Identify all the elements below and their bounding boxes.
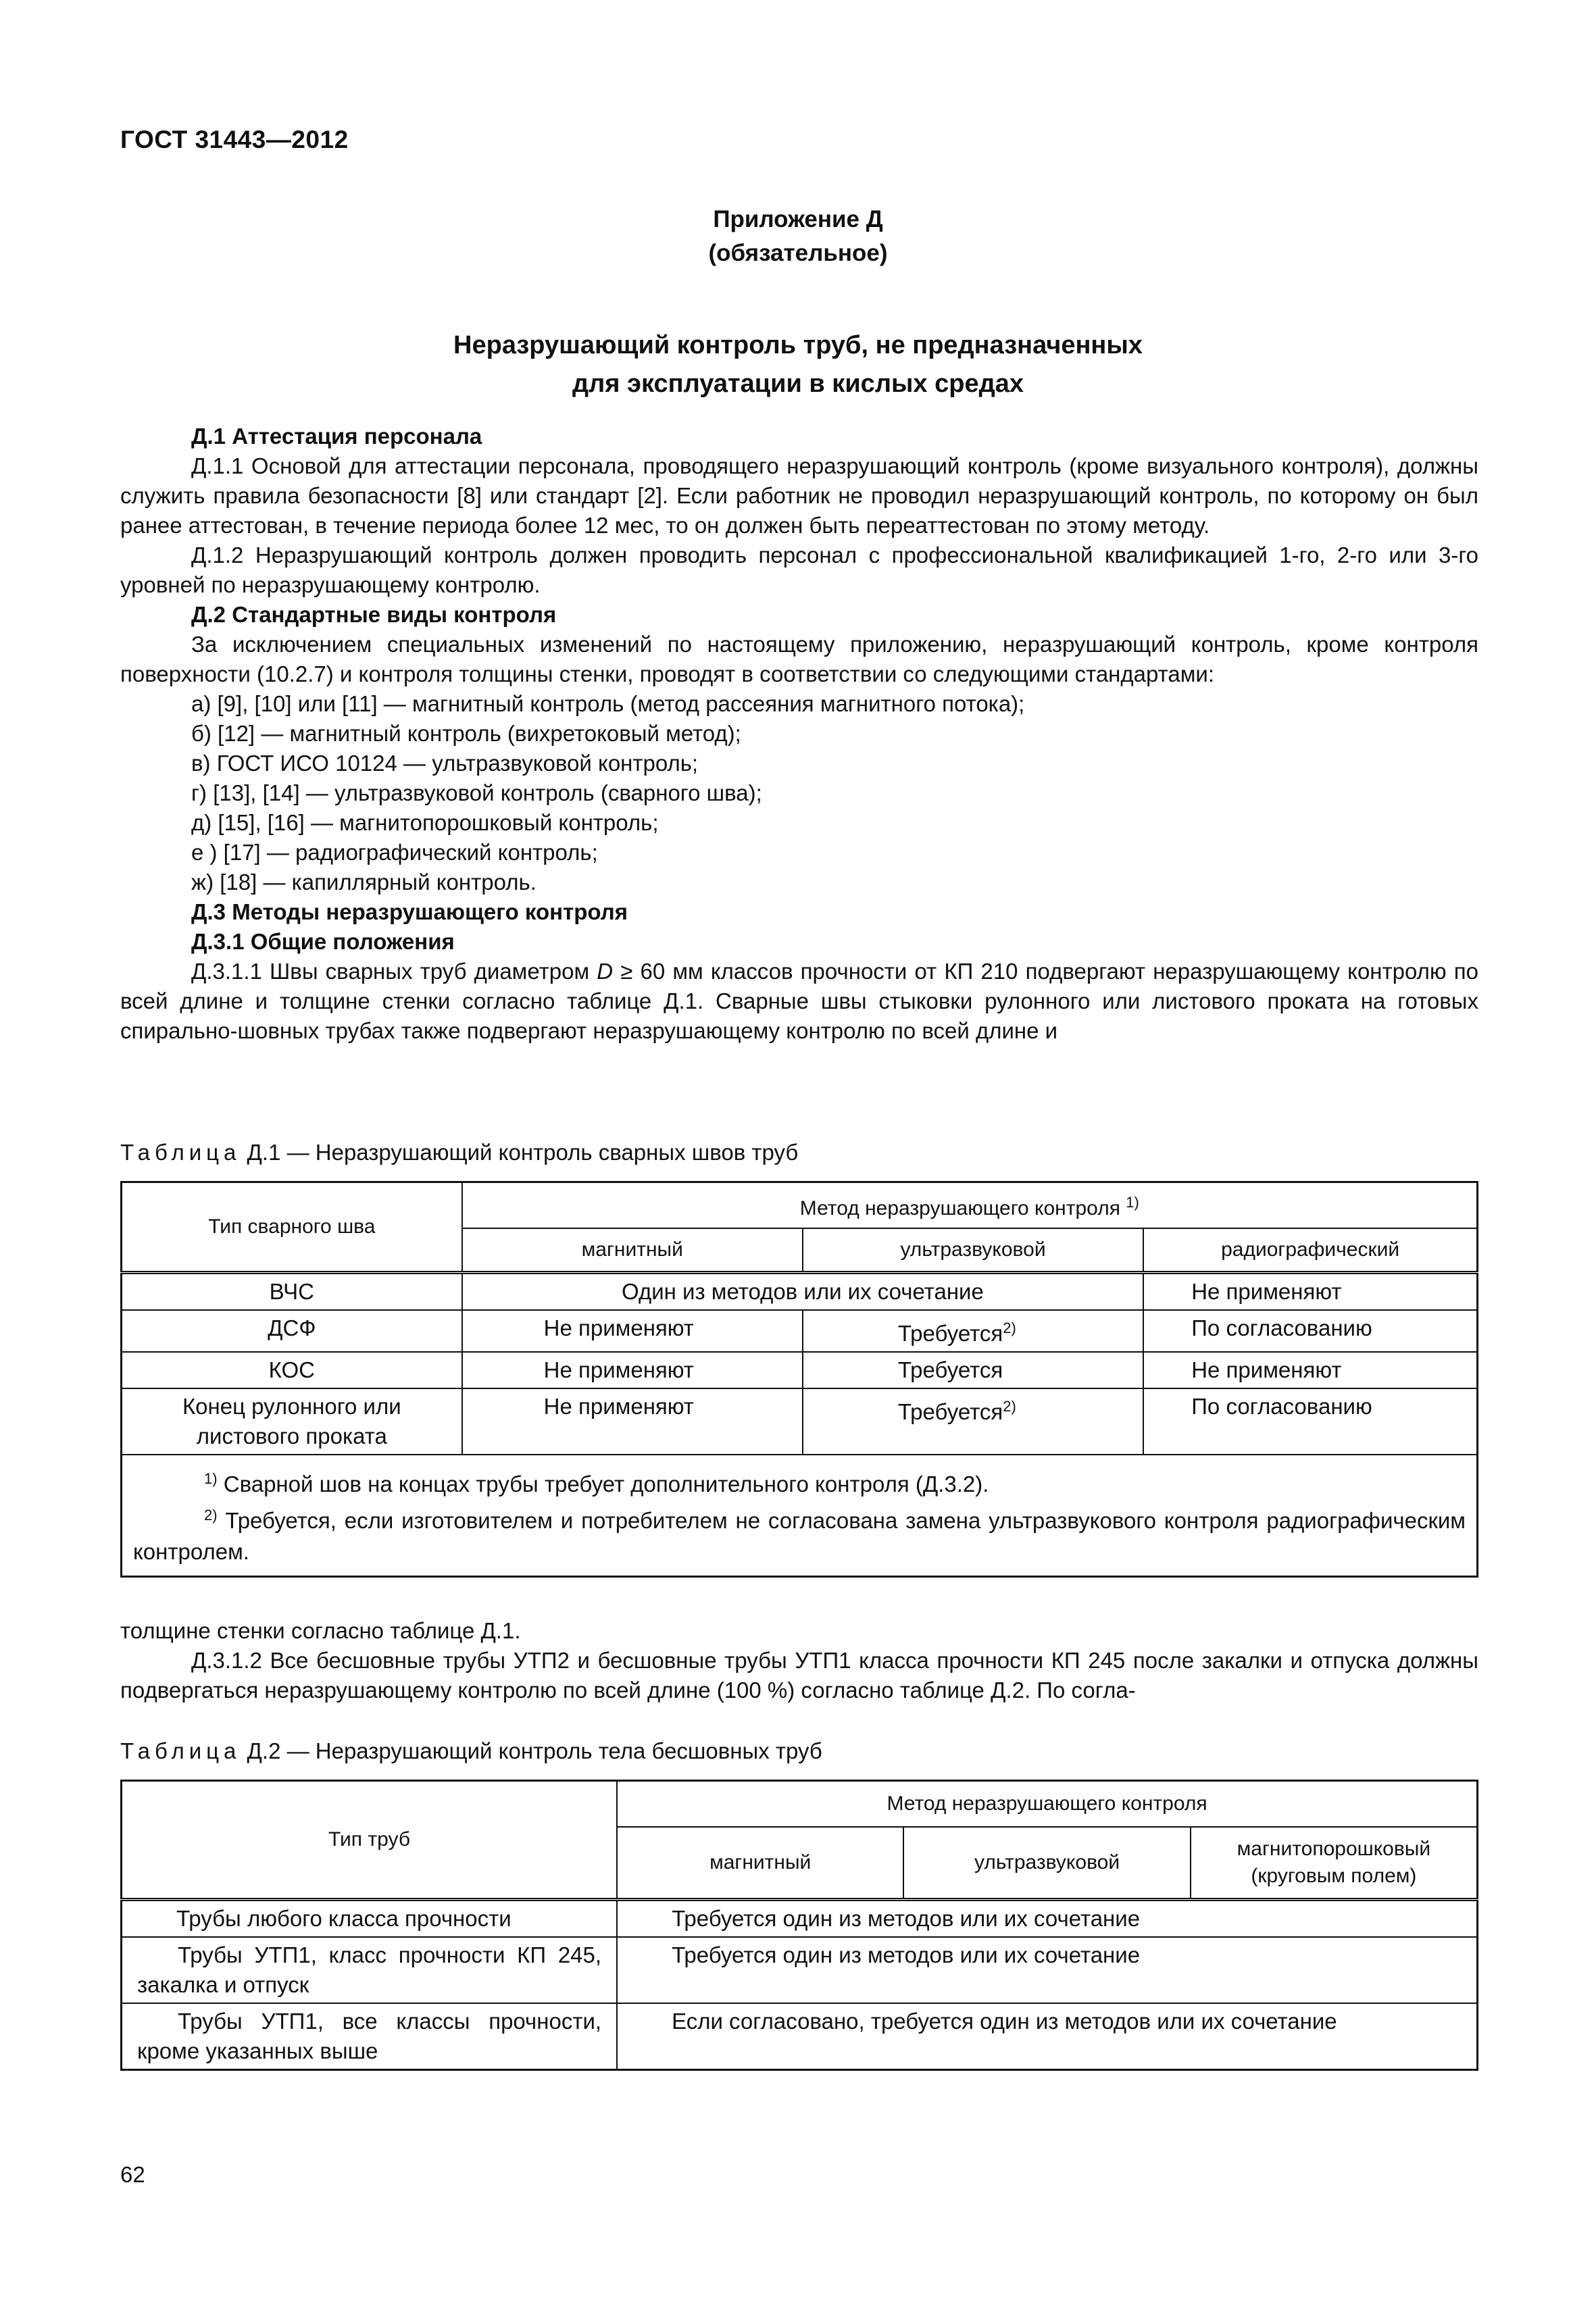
section-d2-heading: Д.2 Стандартные виды контроля — [191, 602, 557, 627]
para-d12: Д.1.2 Неразрушающий контроль должен проводить персонал с профессиональной квалификацией 1-го, 2-го или 3-го уровней по неразрушающему контролю. — [120, 543, 1478, 597]
t1-note-2 — [133, 1500, 1466, 1567]
table-row — [122, 1352, 1478, 1388]
diameter-symbol: D — [597, 959, 614, 984]
t1-r4-magnetic: Не применяют — [462, 1388, 803, 1455]
table-row — [122, 1273, 1478, 1311]
t2-r1-value: Требуется один из методов или их сочетание — [617, 1900, 1477, 1938]
t1-note-2-marker: 2) — [204, 1507, 218, 1524]
annex-heading — [0, 203, 1596, 270]
t1-header-magnetic: магнитный — [462, 1228, 803, 1273]
t2-r2-value: Требуется один из методов или их сочетание — [617, 1937, 1477, 2003]
list-item-a: а) [9], [10] или [11] — магнитный контроль (метод рассеяния магнитного потока); — [191, 691, 1025, 716]
t1-r2-type: ДСФ — [122, 1310, 462, 1352]
t2-r3-type — [122, 2003, 618, 2070]
t1-r3-radiographic: Не применяют — [1143, 1352, 1477, 1388]
t2-r3-value: Если согласовано, требуется один из методов или их сочетание — [617, 2003, 1477, 2070]
list-item-zh: ж) [18] — капиллярный контроль. — [191, 870, 537, 895]
list-item-g: г) [13], [14] — ультразвуковой контроль (сварного шва); — [191, 780, 762, 805]
table-row — [122, 1937, 1478, 2003]
main-text — [120, 422, 1478, 1046]
table-d1 — [120, 1181, 1478, 1578]
t1-r2-footnote: 2) — [1003, 1319, 1016, 1336]
annex-title-line1: Неразрушающий контроль труб, не предназначенных — [453, 331, 1143, 359]
t1-note-1 — [133, 1463, 1466, 1500]
t2-header-magnetic: магнитный — [617, 1827, 903, 1900]
table-row — [122, 1388, 1478, 1455]
t1-r4-type: Конец рулонного или листового проката — [122, 1388, 462, 1455]
t1-r2-ultrasonic — [803, 1310, 1143, 1352]
annex-name: Приложение Д — [713, 206, 883, 232]
section-d1-heading: Д.1 Аттестация персонала — [191, 424, 482, 449]
t1-note-1-marker: 1) — [204, 1470, 218, 1487]
t1-note-2-text: Требуется, если изготовителем и потребителем не согласована замена ультразвукового контроля радиографическим контролем. — [133, 1508, 1466, 1564]
t1-header-method — [462, 1182, 1478, 1229]
t2-header-magnetic-particle: магнитопорошковый (круговым полем) — [1191, 1827, 1478, 1900]
t2-r1-type: Трубы любого класса прочности — [122, 1900, 618, 1938]
annex-title — [0, 326, 1596, 403]
t1-r3-magnetic: Не применяют — [462, 1352, 803, 1388]
t1-r4-ultrasonic — [803, 1388, 1143, 1455]
table-d2 — [120, 1780, 1478, 2071]
para-d311 — [120, 957, 1478, 1046]
para-d311-start: Д.3.1.1 Швы сварных труб диаметром — [191, 959, 597, 984]
t1-r1-radiographic: Не применяют — [1143, 1273, 1477, 1311]
para-d11: Д.1.1 Основой для аттестации персонала, проводящего неразрушающий контроль (кроме визуального контроля), должны служить правила безопасности [8] или стандарт [2]. Если работник не проводил неразрушающий контроль, по которому он был ранее аттестован, в течение периода более 12 мес, то он должен быть переаттестован по этому методу. — [120, 453, 1478, 538]
table2-caption-word: Таблица — [120, 1738, 241, 1763]
page-number: 62 — [120, 2162, 145, 2187]
list-item-d: д) [15], [16] — магнитопорошковый контроль; — [191, 810, 659, 835]
table1-caption-text: Д.1 — Неразрушающий контроль сварных швов труб — [241, 1140, 799, 1165]
main-text-continued — [120, 1616, 1478, 1705]
annex-status: (обязательное) — [708, 240, 888, 266]
t2-r3-type-text: Трубы УТП1, все классы прочности, кроме указанных выше — [137, 2009, 602, 2063]
list-item-e: е ) [17] — радиографический контроль; — [191, 840, 598, 865]
para-d311-rest: ≥ 60 мм классов прочности от КП 210 подвергают неразрушающему контролю по всей длине и толщине стенки согласно таблице Д.1. Сварные швы стыковки рулонного или листового проката на готовых спирально-шовных трубах также подвергают неразрушающему контролю по всей длине и — [120, 959, 1478, 1043]
t2-header-ultrasonic: ультразвуковой — [903, 1827, 1190, 1900]
section-d31-heading: Д.3.1 Общие положения — [191, 929, 455, 954]
t1-footnotes — [122, 1455, 1478, 1577]
table-row — [122, 2003, 1478, 2070]
t1-r4-footnote: 2) — [1003, 1398, 1016, 1415]
t1-header-method-footnote: 1) — [1126, 1193, 1139, 1211]
t1-r3-type: КОС — [122, 1352, 462, 1388]
list-item-v: в) ГОСТ ИСО 10124 — ультразвуковой контроль; — [191, 751, 699, 776]
standard-code: ГОСТ 31443—2012 — [120, 126, 349, 153]
section-d3-heading: Д.3 Методы неразрушающего контроля — [191, 899, 628, 924]
annex-title-line2: для эксплуатации в кислых средах — [572, 370, 1024, 398]
para-continuation: толщине стенки согласно таблице Д.1. — [120, 1618, 521, 1643]
list-item-b: б) [12] — магнитный контроль (вихретоковый метод); — [191, 721, 741, 746]
t1-r2-magnetic: Не применяют — [462, 1310, 803, 1352]
para-d2: За исключением специальных изменений по настоящему приложению, неразрушающий контроль, кроме контроля поверхности (10.2.7) и контроля толщины стенки, проводят в соответствии со следующими стандартами: — [120, 632, 1478, 686]
t1-note-1-text: Сварной шов на концах трубы требует дополнительного контроля (Д.3.2). — [217, 1472, 989, 1496]
t1-header-ultrasonic: ультразвуковой — [803, 1228, 1143, 1273]
t1-header-radiographic: радиографический — [1143, 1228, 1477, 1273]
t1-r4-radiographic: По согласованию — [1143, 1388, 1477, 1455]
t1-r3-ultrasonic: Требуется — [803, 1352, 1143, 1388]
t1-r4-ultrasonic-text: Требуется — [897, 1399, 1003, 1424]
t1-r2-ultrasonic-text: Требуется — [897, 1321, 1003, 1346]
table1-caption-word: Таблица — [120, 1140, 241, 1165]
table-row — [122, 1310, 1478, 1352]
t1-header-method-label: Метод неразрушающего контроля — [799, 1197, 1120, 1219]
t2-header-method: Метод неразрушающего контроля — [617, 1781, 1477, 1828]
t1-r1-type: ВЧС — [122, 1273, 462, 1311]
table-row — [122, 1900, 1478, 1938]
t1-r1-methods: Один из методов или их сочетание — [462, 1273, 1144, 1311]
table2-caption-text: Д.2 — Неразрушающий контроль тела бесшовных труб — [241, 1738, 822, 1763]
t2-header-type: Тип труб — [122, 1781, 618, 1900]
t1-r2-radiographic: По согласованию — [1143, 1310, 1477, 1352]
t1-header-type: Тип сварного шва — [122, 1182, 462, 1273]
table2-caption — [120, 1736, 822, 1766]
t2-r2-type — [122, 1937, 618, 2003]
para-d312: Д.3.1.2 Все бесшовные трубы УТП2 и бесшовные трубы УТП1 класса прочности КП 245 после закалки и отпуска должны подвергаться неразрушающему контролю по всей длине (100 %) согласно таблице Д.2. По согла- — [120, 1648, 1478, 1703]
table1-caption — [120, 1138, 798, 1167]
t2-r2-type-text: Трубы УТП1, класс прочности КП 245, закалка и отпуск — [137, 1942, 602, 1997]
